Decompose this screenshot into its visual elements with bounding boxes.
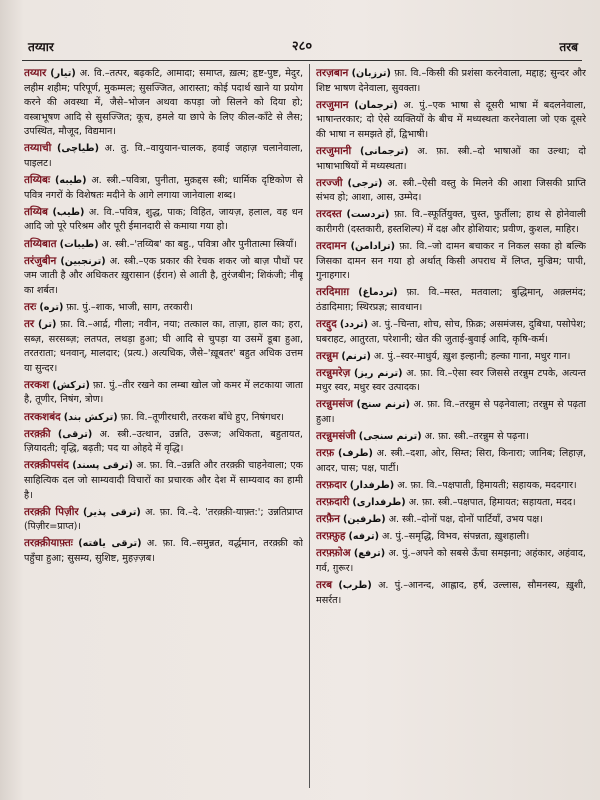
left-column [24, 66, 303, 788]
dictionary-entry [24, 254, 303, 299]
dictionary-entry [316, 176, 586, 206]
entry-definition: अ. पुं.–स्वर-माधुर्य, ख़ुश इल्हानी; हल्का गाना, मधुर गान। [373, 350, 571, 362]
dictionary-entry [24, 205, 303, 235]
entry-headword: तरज़बान [316, 67, 349, 79]
entry-urdu-spelling: (طرف) [337, 448, 373, 460]
entry-headword: तरजुमान [316, 98, 349, 111]
entry-headword: तरन्नुम [316, 349, 339, 362]
dictionary-entry [316, 578, 586, 608]
entry-headword: तय्यिबः [24, 174, 51, 187]
entry-definition: अ. फ़ा. स्त्री.–पक्षपात, हिमायत; सहायता, मदद। [408, 497, 576, 509]
dictionary-entry [316, 478, 586, 494]
entry-urdu-spelling: (طیبه) [54, 175, 87, 187]
right-column [316, 66, 586, 788]
entry-definition: अ. फ़ा. वि.–दे. 'तरक़्क़ी-याफ़्त:'; उन्नतिप्राप्त (पिज़ीर=प्राप्त)। [24, 506, 303, 533]
entry-urdu-spelling: (طرب) [338, 580, 372, 591]
entry-headword: तय्यिबात [24, 237, 57, 250]
entry-definition: अ. स्त्री.–दशा, ओर, सिम्त; सिरा, किनारा; जानिब; लिहाज़, आदर, पास; पक्ष, पार्टी। [316, 448, 586, 474]
entry-definition: अ. स्त्री.–पवित्रा, पुनीता, मुक़द्दस स्त्री; धार्मिक दृष्टिकोण से पवित्र नगरों के विशेषतः मदीने के आगे लगाया जानेवाला शब्द। [24, 175, 303, 201]
entry-headword: तरफ़ैन [316, 513, 340, 526]
entry-urdu-spelling: (تردست) [346, 209, 390, 221]
entry-headword: तर [24, 318, 35, 330]
entry-headword: तरकश [24, 378, 50, 391]
entry-definition: अ. पुं.–चिन्ता, शोच, सोच, फ़िक्र; असमंजस, दुबिधा, पसोपेश; घबराहट, आतुरता, परेशानी; खेत की जुताई-बुवाई आदि, कृषि-कर्म। [316, 319, 586, 345]
dictionary-entry [24, 427, 303, 457]
dictionary-entry [316, 207, 586, 237]
entry-urdu-spelling: (طیبات) [59, 238, 99, 250]
entry-definition: अ. फ़ा. वि.–ऐसा स्वर जिससे तरन्नुम टपके, अत्यन्त मधुर स्वर, मधुर स्वर उत्पादक। [316, 367, 586, 394]
dictionary-entry [316, 98, 586, 143]
dictionary-entry [316, 285, 586, 315]
entry-headword: तरन्नुमसंज [316, 398, 354, 411]
entry-headword: तरज्जी [316, 176, 343, 189]
dictionary-entry [316, 397, 586, 427]
entry-definition: अ. स्त्री.–एक प्रकार की रेचक शकर जो बाज़ पौधों पर जम जाती है और अधिकतर ख़ुरासान (ईरान) से आती है, तुरंजबीन; शिकंजी; नीबू का शर्बत। [24, 255, 303, 296]
entry-headword: तरक़्क़ी [24, 427, 51, 440]
entry-definition: अ. स्त्री.–ऐसी वस्तु के मिलने की आशा जिसकी प्राप्ति संभव हो; आशा, आस, उम्मेद। [316, 177, 586, 204]
entry-definition: फ़ा. वि.–मस्त, मतवाला; बुद्धिमान्, अक़्लमंद; ठंडादिमाग़; स्थिरप्रज्ञ; सावधान। [316, 287, 586, 313]
entry-definition: अ. पुं.–समृद्धि, विभव, संपन्नता, ख़ुशहाली। [382, 531, 530, 543]
entry-definition: अ. वि.–पवित्र, शुद्ध, पाक; विहित, जायज़, हलाल, वह धन आदि जो पूरे परिश्रम और पूरी ईमानदारी से कमाया गया हो। [24, 206, 303, 233]
entry-definition: अ. तु. वि.–वायुयान-चालक, हवाई जहाज़ चलानेवाला, पाइलट। [24, 143, 303, 170]
entry-urdu-spelling: (ترفع) [353, 548, 386, 560]
entry-definition: अ. फ़ा. स्त्री.–तरन्नुम से पढ़ना। [424, 431, 529, 443]
entry-definition: अ. फ़ा. वि.–पक्षपाती, हिमायती; सहायक, मददगार। [397, 479, 577, 491]
entry-definition: फ़ा. पुं.–तीर रखने का लम्बा खोल जो कमर में लटकाया जाता है, तूणीर, निषंग, त्रोण। [24, 379, 303, 406]
entry-urdu-spelling: (ترقی پذیر) [83, 506, 141, 518]
entry-urdu-spelling: (تردماغ) [358, 287, 398, 299]
entry-headword: तरक़्क़ीपसंद [24, 459, 69, 472]
entry-urdu-spelling: (ترنم ریز) [353, 367, 403, 379]
entry-definition: अ. पुं.–अपने को सबसे ऊँचा समझना; अहंकार, अहंवाद, गर्व, ग़ुरूर। [316, 548, 586, 574]
entry-urdu-spelling: (ترادامن) [350, 241, 396, 253]
entry-urdu-spelling: (ترقی) [57, 428, 93, 440]
dictionary-entry [316, 546, 586, 576]
dictionary-entry [316, 366, 586, 396]
entry-headword: तरदस्त [316, 208, 342, 221]
entry-definition: अ. स्त्री.–'तय्यिब' का बहु., पवित्रा और पुनीतात्मा स्त्रियाँ। [101, 238, 297, 250]
entry-headword: तय्यार [24, 67, 47, 79]
entry-urdu-spelling: (ترقی پسند) [72, 460, 133, 472]
entry-headword: तरकशबंद [24, 410, 61, 423]
dictionary-entry [24, 410, 303, 426]
entry-urdu-spelling: (ترجمانی) [359, 145, 409, 157]
dictionary-entry [24, 173, 303, 203]
dictionary-entry [24, 300, 303, 316]
entry-urdu-spelling: (ترنجبین) [60, 255, 106, 267]
entry-headword: तय्यिब [24, 205, 48, 218]
dictionary-entry [316, 512, 586, 528]
entry-headword: तरफ़्फ़ुह [316, 530, 346, 543]
entry-definition: फ़ा. वि.–तूणीरधारी, तरकश बाँधे हुए, निषंगधर। [120, 411, 285, 423]
dictionary-entry [24, 317, 303, 376]
entry-urdu-spelling: (ترنم) [341, 350, 371, 362]
entry-headword: तरफ़दारी [316, 496, 350, 509]
entry-urdu-spelling: (ترجمان) [354, 99, 398, 111]
entry-definition: अ. फ़ा. वि.–समुन्नत, वर्द्धमान, तरक़्क़ी को पहुँचा हुआ; सुसम्य, सुशिष्ट, मुहज़्ज़ब। [24, 538, 303, 564]
dictionary-entry [316, 66, 586, 96]
entry-urdu-spelling: (ترفه) [348, 531, 379, 543]
entry-urdu-spelling: (ترزبان) [351, 68, 391, 79]
entry-urdu-spelling: (ترنم سنجی) [358, 431, 422, 443]
dictionary-entry [316, 529, 586, 545]
entry-urdu-spelling: (طرفین) [343, 514, 386, 526]
dictionary-entry [316, 349, 586, 365]
entry-urdu-spelling: (ترکش) [52, 379, 90, 391]
entry-headword: तरः [24, 300, 37, 313]
entry-headword: तरजुमानी [316, 144, 352, 157]
entry-urdu-spelling: (ترجی) [347, 177, 383, 189]
page-header [22, 38, 582, 58]
entry-definition: अ. फ़ा. वि.–उन्नति और तरक़्क़ी चाहनेवाला; एक साहित्यिक दल जो साम्यवादी विचारों का प्रचारक और देश में साम्यवाद का हामी है। [24, 460, 303, 501]
entry-definition: अ. पुं.–आनन्द, आह्लाद, हर्ष, उल्लास, सौमनस्य, ख़ुशी, मसर्रत। [316, 580, 586, 606]
entry-headword: तरदिमाग़ [316, 286, 350, 299]
entry-urdu-spelling: (ترکش بند) [63, 411, 118, 423]
entry-definition: फ़ा. पुं.–शाक, भाजी, साग, तरकारी। [66, 301, 193, 313]
entry-headword: तरफ़ [316, 447, 335, 460]
dictionary-entry [316, 446, 586, 476]
entry-definition: अ. वि.–तत्पर, बढ़कटि, आमादा; समाप्त, ख़त्म; हृष्ट-पुष्ट, मेदुर, लहीम शहीम; परिपूर्ण, मुकम्मल; सुसज्जित, आरास्ता; कोई पदार्थ खाने या प्रयोग करने की अवस्था में, जैसे–भोजन अथवा कपड़ा जो सिलने को दिया हो; वस्त्राभूषण आदि से सुसज्जित; कूच, हमले या छापे के लिए कील-काँटे से लैस; उपस्थित, मौजूद, विद्यमान। [24, 68, 303, 138]
dictionary-entry [316, 144, 586, 174]
column-divider [309, 64, 310, 788]
entry-urdu-spelling: (ترنم سنج) [356, 399, 411, 411]
page-number: २८० [291, 39, 313, 54]
entry-urdu-spelling: (تر) [38, 319, 57, 330]
dictionary-entry [24, 237, 303, 253]
entry-definition: अ. फ़ा. वि.–तरन्नुम से पढ़नेवाला; तरन्नुम से पढ़ता हुआ। [316, 399, 586, 426]
entry-headword: तरक़्क़ीयाफ़्तः [24, 537, 73, 550]
dictionary-entry [316, 239, 586, 284]
entry-urdu-spelling: (تردد) [339, 319, 369, 330]
entry-definition: फ़ा. वि.–आर्द्र, गीला; नवीन, नया; तत्काल का, ताज़ा, हाल का; हरा, सब्ज़, सरसब्ज़; लतपत, लथड़ा हुआ; घी आदि से चुपड़ा या उसमें डूबा हुआ, तरतराता; धनवान्, मालदार; (प्रत्य.) अत्यधिक, जैसे–'ख़ूबतर' बहुत अधिक उत्तम या सुन्दर। [24, 319, 303, 374]
entry-headword: तरद्दुद [316, 318, 337, 330]
dictionary-entry [24, 505, 303, 535]
entry-headword: तरफ़दार [316, 478, 347, 491]
entry-urdu-spelling: (طرفدار) [349, 479, 395, 491]
entry-headword: तरक़्क़ी पिज़ीर [24, 505, 79, 518]
entry-urdu-spelling: (طیب) [52, 206, 85, 218]
entry-definition: अ. स्त्री.–दोनों पक्ष, दोनों पार्टियाँ, उभय पक्ष। [388, 514, 543, 526]
dictionary-entry [24, 378, 303, 408]
entry-headword: तय्याची [24, 142, 52, 155]
header-left-guide-word: तय्यार [28, 40, 54, 54]
entry-urdu-spelling: (طیاچی) [57, 143, 99, 155]
entry-urdu-spelling: (تیار) [50, 68, 76, 79]
entry-urdu-spelling: (تره) [39, 301, 64, 313]
entry-headword: तरन्नुमरेज़ [316, 366, 351, 379]
entry-urdu-spelling: (ترقی یافته) [78, 538, 142, 550]
dictionary-entry [316, 429, 586, 445]
dictionary-entry [316, 317, 586, 347]
dictionary-entry [24, 458, 303, 503]
entry-definition: अ. स्त्री.–उत्थान, उन्नति, उरूज; अधिकता, बहुतायत, ज़ियादती; वृद्धि, बढ़ती; पद या ओहदे में वृद्धि। [24, 428, 303, 455]
dictionary-entry [24, 66, 303, 140]
entry-headword: तरदामन [316, 240, 347, 253]
entry-definition: अ. फ़ा. स्त्री.–दो भाषाओं का उल्था; दो भाषाभाषियों में मध्यस्थता। [316, 145, 586, 172]
entry-headword: तरंजुबीन [24, 254, 57, 267]
entry-definition: फ़ा. वि.–किसी की प्रशंसा करनेवाला, मद्दाह; सुन्दर और शिष्ट भाषण देनेवाला, सुवक्ता। [316, 68, 586, 94]
header-right-guide-word: तरब [559, 40, 578, 54]
dictionary-entry [24, 141, 303, 171]
dictionary-entry [24, 536, 303, 566]
entry-headword: तरन्नुमसंजी [316, 430, 356, 443]
entry-urdu-spelling: (طرفداری) [352, 497, 406, 509]
entry-definition: फ़ा. वि.–स्फूर्तियुक्त, चुस्त, फुर्तीला; हाथ से होनेवाली कारीगरी (दस्तकारी, हस्तशिल्प) में दक्ष और होशियार; प्रवीण, कुशल, माहिर। [316, 209, 586, 235]
entry-definition: फ़ा. वि.–जो दामन बचाकर न निकल सका हो बल्कि जिसका दामन सन गया हो अर्थात् किसी अपराध में लिप्त, मुज्रिम; पापी, गुनाहगार। [316, 241, 586, 282]
entry-headword: तरफ़्फ़ोअ [316, 547, 351, 560]
header-rule [22, 60, 582, 61]
dictionary-entry [316, 495, 586, 511]
entry-headword: तरब [316, 579, 333, 591]
entry-definition: अ. पुं.–एक भाषा से दूसरी भाषा में बदलनेवाला, भाषान्तरकार; दो ऐसे व्यक्तियों के बीच में मध्यस्थता करनेवाला जो एक दूसरे की भाषा न समझते हों, द्विभाषी। [316, 99, 586, 140]
